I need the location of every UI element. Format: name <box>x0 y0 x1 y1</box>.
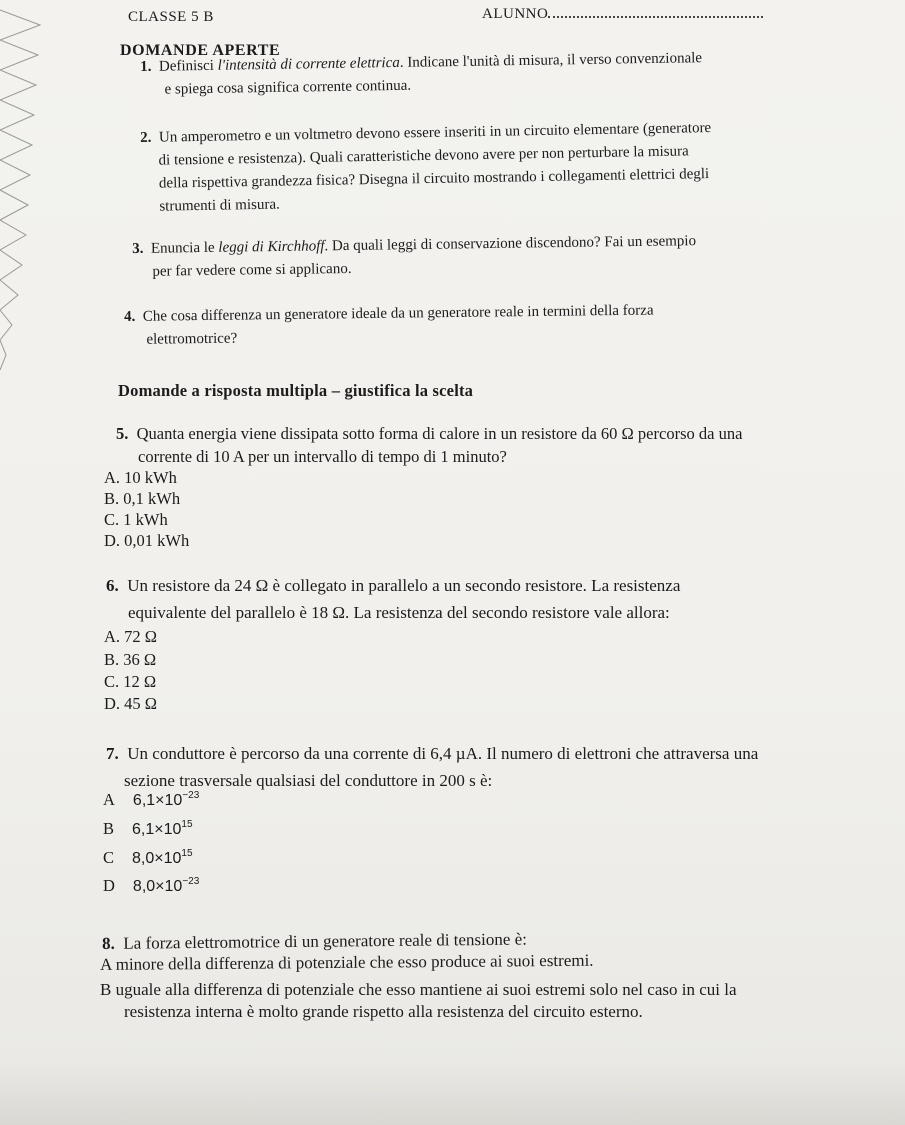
question-3: 3. Enuncia le leggi di Kirchhoff. Da quali leggi di conservazione discendono? Fai un esempio per far vedere come si applicano. <box>132 233 697 280</box>
q6-option-c: C. 12 Ω <box>104 672 157 691</box>
spiral-binding <box>0 0 60 400</box>
question-8: 8. La forza elettromotrice di un generatore reale di tensione è: <box>102 929 528 953</box>
question-1: 1. Definisci l'intensità di corrente elettrica. Indicane l'unità di misura, il verso convenzionale e spiega cosa significa corrente continua. <box>140 50 703 98</box>
q7-option-c: C $8,0\times 10^{15}$ <box>103 848 193 867</box>
class-label: CLASSE 5 B <box>128 9 214 25</box>
section-title-mc: Domande a risposta multipla – giustifica la scelta <box>118 381 474 400</box>
question-4: 4. Che cosa differenza un generatore ideale da un generatore reale in termini della forza elettromotrice? <box>124 302 654 348</box>
question-5: 5. Quanta energia viene dissipata sotto forma di calore in un resistore da 60 Ω percorso da una corrente di 10 A per un intervallo di tempo di 1 minuto? <box>116 424 743 466</box>
q5-option-b: B. 0,1 kWh <box>104 489 181 508</box>
q8-option-b: B uguale alla differenza di potenziale che esso mantiene ai suoi estremi solo nel caso in cui la resistenza interna è molto grande rispetto alla resistenza del circuito esterno. <box>100 980 737 1021</box>
student-label: ALUNNO <box>482 6 763 23</box>
q6-option-a: A. 72 Ω <box>104 627 158 646</box>
question-2: 2. Un amperometro e un voltmetro devono essere inseriti in un circuito elementare (generatore di tensione e resistenza). Quali caratteristiche devono avere per non perturbare la misura della rispettiva grandezza fisica? Disegna il circuito mostrando i collegamenti elettrici degli strumenti di misura. <box>140 120 712 215</box>
student-name-line <box>548 6 763 18</box>
q7-option-b: B $6,1\times 10^{15}$ <box>103 819 193 838</box>
q5-option-c: C. 1 kWh <box>104 510 168 529</box>
q7-option-a: A $6,1\times 10^{-23}$ <box>103 790 200 809</box>
page-shadow <box>0 1060 905 1125</box>
q7-option-d: D $8,0\times 10^{-23}$ <box>103 876 200 895</box>
question-7: 7. Un conduttore è percorso da una corrente di 6,4 µA. Il numero di elettroni che attraversa una sezione trasversale qualsiasi del conduttore in 200 s è: <box>106 744 759 790</box>
question-6: 6. Un resistore da 24 Ω è collegato in parallelo a un secondo resistore. La resistenza equivalente del parallelo è 18 Ω. La resistenza del secondo resistore vale allora: <box>106 576 681 622</box>
q8-option-a: A minore della differenza di potenziale che esso produce ai suoi estremi. <box>100 950 594 974</box>
q6-option-b: B. 36 Ω <box>104 650 157 669</box>
q5-option-d: D. 0,01 kWh <box>104 531 190 550</box>
section-title-open: DOMANDE APERTE <box>120 42 281 59</box>
q5-option-a: A. 10 kWh <box>104 468 177 487</box>
q6-option-d: D. 45 Ω <box>104 694 158 713</box>
